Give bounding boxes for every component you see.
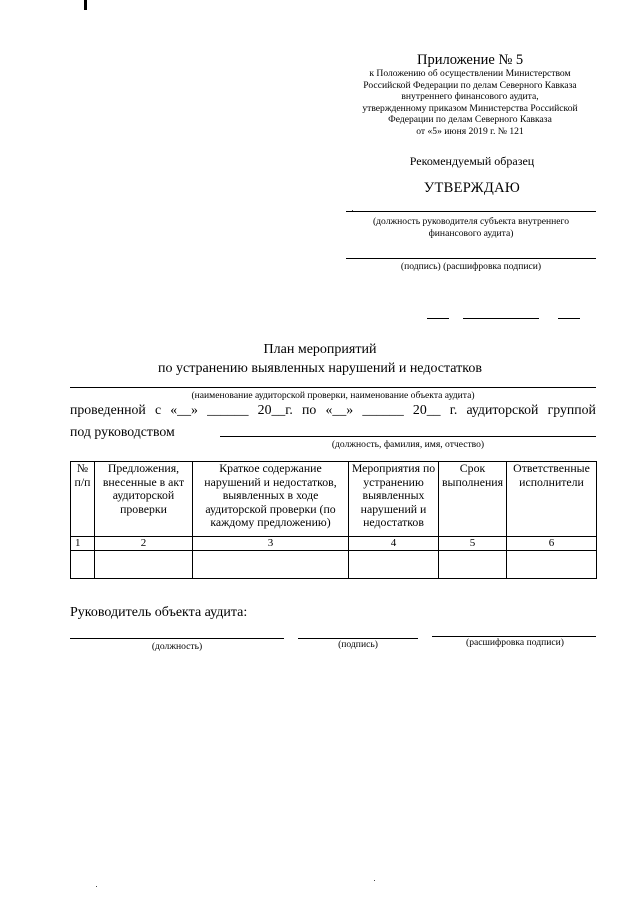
conducted-word: ______: [362, 402, 404, 417]
head-of-object-label: Руководитель объекта аудита:: [70, 605, 248, 620]
head-position-line: [70, 638, 284, 639]
scan-artifact-dot: [374, 880, 375, 881]
caption-line: (должность руководителя субъекта внутреннего: [372, 216, 570, 227]
appendix-description: [336, 68, 604, 138]
header-summary: Краткое содержание нарушений и недостатков, выявленных в ходе аудиторской проверки (по каждому предложению): [193, 462, 349, 537]
header-number: № п/п: [71, 462, 95, 537]
appendix-title: Приложение № 5: [417, 52, 524, 68]
plan-subtitle-line: по устранению выявленных нарушений и недостатков: [158, 361, 482, 376]
column-number: 1: [71, 537, 95, 551]
conducted-word: 20__: [412, 402, 441, 417]
approve-heading: УТВЕРЖДАЮ: [423, 180, 521, 196]
header-deadline: Срок выполнения: [439, 462, 507, 537]
approver-signature-line: [346, 258, 596, 259]
date-month-line: [463, 318, 539, 319]
conducted-word: «__»: [170, 402, 198, 417]
column-number: 3: [193, 537, 349, 551]
table-row: [71, 551, 597, 579]
audit-name-caption: (наименование аудиторской проверки, наименование объекта аудита): [191, 390, 475, 401]
appendix-line: утвержденному приказом Министерства Российской: [362, 102, 578, 114]
plan-title-line: План мероприятий: [263, 342, 377, 357]
header-proposals: Предложения, внесенные в акт аудиторской проверки: [95, 462, 193, 537]
under-leadership-label: под руководством: [70, 424, 175, 439]
plan-title: [100, 340, 540, 378]
conducted-word: по: [302, 402, 317, 417]
table-cell: [95, 551, 193, 579]
appendix-line: от «5» июня 2019 г. № 121: [416, 125, 524, 137]
column-number: 5: [439, 537, 507, 551]
appendix-line: Федерации по делам Северного Кавказа: [388, 114, 552, 126]
conducted-word: с: [154, 402, 162, 417]
column-number: 2: [95, 537, 193, 551]
header-measures: Мероприятия по устранению выявленных нарушений и недостатков: [349, 462, 439, 537]
column-number: 4: [349, 537, 439, 551]
conducted-word: аудиторской: [466, 402, 539, 417]
conducted-word: ______: [207, 402, 249, 417]
table-cell: [193, 551, 349, 579]
approver-position-line: [346, 211, 596, 212]
appendix-line: Российской Федерации по делам Северного Кавказа: [363, 79, 577, 91]
table-cell: [507, 551, 597, 579]
date-day-line: [427, 318, 449, 319]
appendix-line: к Положению об осуществлении Министерством: [369, 68, 571, 79]
approver-signature-caption: (подпись) (расшифровка подписи): [400, 261, 542, 272]
caption-line: финансового аудита): [428, 227, 514, 239]
head-position-caption: (должность): [151, 641, 203, 652]
head-signature-caption: (подпись): [338, 639, 378, 650]
leader-caption: (должность, фамилия, имя, отчество): [331, 439, 485, 450]
scan-artifact-mark: [84, 0, 87, 10]
audit-name-line: [70, 387, 596, 388]
table-number-row: [71, 537, 597, 551]
table-cell: [439, 551, 507, 579]
conducted-word: группой: [547, 402, 596, 417]
table-cell: [71, 551, 95, 579]
conducted-word: 20__г.: [257, 402, 293, 417]
scan-artifact-dot: [96, 886, 97, 887]
head-decoding-caption: (расшифровка подписи): [466, 637, 564, 648]
recommended-sample-label: Рекомендуемый образец: [409, 154, 535, 168]
plan-table: [70, 461, 597, 579]
table-header-row: [71, 462, 597, 537]
leader-line: [220, 436, 596, 437]
header-responsible: Ответственные исполнители: [507, 462, 597, 537]
approver-position-caption: [346, 216, 596, 240]
table-cell: [349, 551, 439, 579]
date-year-line: [558, 318, 580, 319]
appendix-line: внутреннего финансового аудита,: [401, 91, 539, 103]
conducted-word: проведенной: [70, 402, 146, 417]
conducted-word: г.: [449, 402, 458, 417]
column-number: 6: [507, 537, 597, 551]
conducted-word: «__»: [325, 402, 354, 417]
conducted-period-line: [70, 402, 596, 418]
